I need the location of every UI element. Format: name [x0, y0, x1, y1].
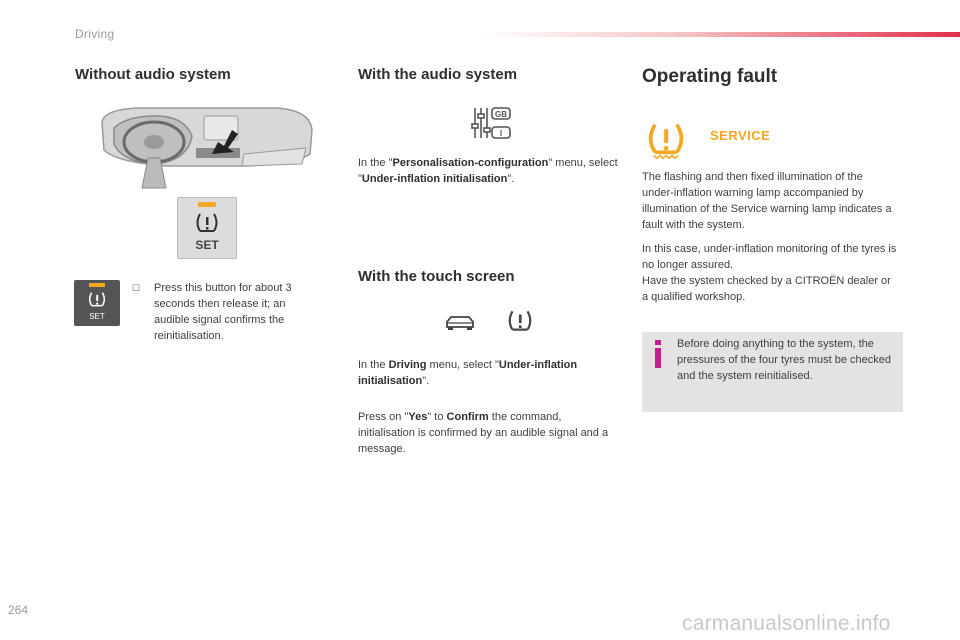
- touch-confirm-instruction: Press on "Yes" to Confirm the command, initialisation is confirmed by an audible signal and a message.: [358, 411, 609, 455]
- watermark: carmanualsonline.info: [682, 612, 891, 635]
- tyre-warning-icon: [646, 120, 686, 160]
- info-icon: [654, 340, 662, 368]
- fault-consequence: [642, 241, 897, 305]
- instruction-text: Press this button for about 3 seconds then release it; an audible signal confirms the reinitialisation.: [154, 282, 292, 342]
- instruction-list: [132, 280, 318, 344]
- menu-name: Driving: [388, 359, 427, 371]
- confirm-label: Confirm: [446, 411, 489, 423]
- header-accent-bar: [480, 32, 960, 37]
- set-label: SET: [89, 312, 105, 321]
- tyre-warning-icon: [87, 291, 107, 308]
- gb-label: GB: [495, 110, 507, 119]
- without-audio-heading: Without audio system: [75, 66, 231, 83]
- fault-description: The flashing and then fixed illumination of the under-inflation warning lamp accompanied by illumination of the Service warning lamp indicates a fault with the system.: [642, 171, 892, 231]
- car-icon: [444, 313, 476, 333]
- set-label: SET: [195, 238, 219, 252]
- menu-name: Personalisation-configuration: [392, 157, 549, 169]
- fault-consequence-line: In this case, under-inflation monitoring of the tyres is no longer assured.: [642, 243, 897, 271]
- set-button-illustration: [177, 197, 237, 259]
- tyre-warning-icon: [194, 212, 220, 234]
- yes-label: Yes: [408, 411, 428, 423]
- section-title: Driving: [75, 27, 115, 41]
- operating-fault-heading: Operating fault: [642, 66, 778, 87]
- page-number: 264: [8, 603, 29, 617]
- with-touch-heading: With the touch screen: [358, 268, 515, 285]
- info-box: [642, 332, 903, 412]
- menu-item: Under-inflation initialisation: [358, 359, 578, 387]
- list-item: [132, 280, 318, 344]
- indicator-light: [89, 283, 105, 287]
- indicator-light: [198, 202, 216, 207]
- with-audio-heading: With the audio system: [358, 66, 518, 83]
- set-button-small-illustration: [74, 280, 120, 326]
- i-label: I: [499, 129, 503, 138]
- fault-action-line: Have the system checked by a CITROËN dealer or a qualified workshop.: [642, 275, 891, 303]
- service-warning-icon: SERVICE: [710, 128, 771, 143]
- menu-item: Under-inflation initialisation: [361, 173, 508, 185]
- touch-menu-instruction: In the Driving menu, select "Under-inflation initialisation".: [358, 359, 578, 387]
- settings-sliders-icon: [470, 106, 514, 140]
- tyre-warning-icon: [506, 309, 534, 333]
- dashboard-illustration: [96, 102, 318, 190]
- bullet-icon: ☐: [132, 283, 141, 293]
- audio-menu-instruction: In the "Personalisation-configuration" menu, select "Under-inflation initialisation".: [358, 157, 618, 185]
- info-text: Before doing anything to the system, the pressures of the four tyres must be checked and the system reinitialised.: [677, 338, 891, 382]
